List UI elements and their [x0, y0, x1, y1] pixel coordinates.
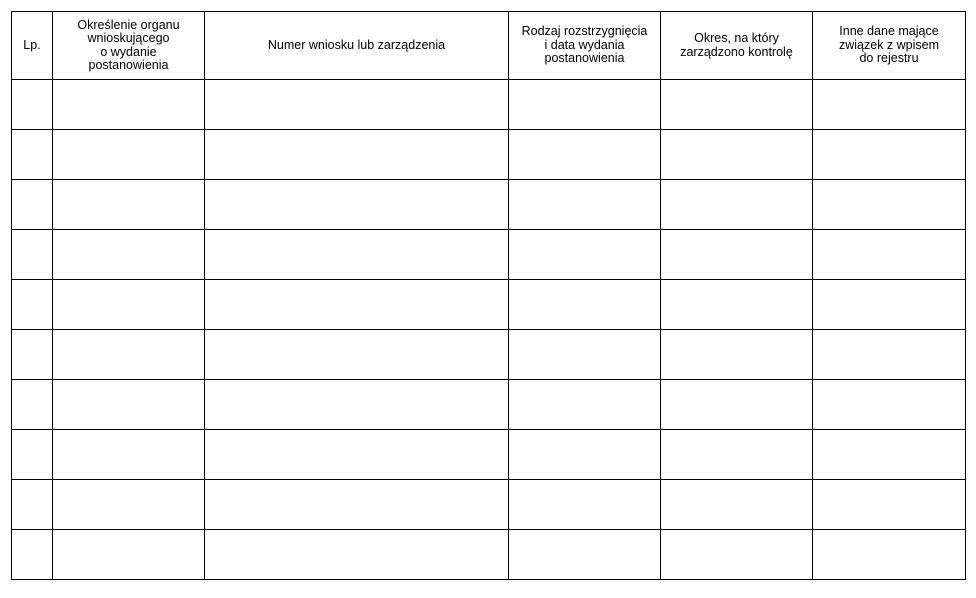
cell-okres-kontroli — [661, 280, 813, 330]
cell-inne-dane — [813, 130, 966, 180]
cell-lp — [12, 330, 53, 380]
cell-lp — [12, 380, 53, 430]
header-okres-kontroli: Okres, na który zarządzono kontrolę — [661, 12, 813, 80]
cell-inne-dane — [813, 530, 966, 580]
cell-rodzaj-rozstrzygniecia — [509, 80, 661, 130]
cell-inne-dane — [813, 230, 966, 280]
cell-organ — [53, 430, 205, 480]
register-table — [11, 11, 966, 580]
cell-rodzaj-rozstrzygniecia — [509, 530, 661, 580]
cell-numer-wniosku — [205, 530, 509, 580]
header-lp: Lp. — [12, 12, 53, 80]
cell-organ — [53, 80, 205, 130]
cell-rodzaj-rozstrzygniecia — [509, 230, 661, 280]
cell-organ — [53, 380, 205, 430]
cell-okres-kontroli — [661, 330, 813, 380]
table-row — [12, 330, 966, 380]
cell-rodzaj-rozstrzygniecia — [509, 430, 661, 480]
header-organ: Określenie organu wnioskującego o wydanie postanowienia — [53, 12, 205, 80]
cell-inne-dane — [813, 280, 966, 330]
cell-okres-kontroli — [661, 130, 813, 180]
cell-numer-wniosku — [205, 430, 509, 480]
cell-lp — [12, 430, 53, 480]
cell-okres-kontroli — [661, 530, 813, 580]
cell-numer-wniosku — [205, 280, 509, 330]
cell-organ — [53, 130, 205, 180]
cell-rodzaj-rozstrzygniecia — [509, 380, 661, 430]
cell-inne-dane — [813, 430, 966, 480]
table-row — [12, 430, 966, 480]
cell-inne-dane — [813, 180, 966, 230]
cell-organ — [53, 180, 205, 230]
table-row — [12, 230, 966, 280]
table-row — [12, 80, 966, 130]
cell-inne-dane — [813, 330, 966, 380]
header-inne-dane: Inne dane mające związek z wpisem do rejestru — [813, 12, 966, 80]
cell-okres-kontroli — [661, 230, 813, 280]
cell-rodzaj-rozstrzygniecia — [509, 130, 661, 180]
table-row — [12, 380, 966, 430]
cell-organ — [53, 330, 205, 380]
cell-organ — [53, 480, 205, 530]
table-row — [12, 280, 966, 330]
register-body — [12, 80, 966, 580]
cell-organ — [53, 280, 205, 330]
cell-okres-kontroli — [661, 480, 813, 530]
cell-numer-wniosku — [205, 130, 509, 180]
cell-lp — [12, 530, 53, 580]
table-row — [12, 480, 966, 530]
cell-okres-kontroli — [661, 430, 813, 480]
table-row — [12, 180, 966, 230]
cell-numer-wniosku — [205, 180, 509, 230]
cell-rodzaj-rozstrzygniecia — [509, 480, 661, 530]
cell-okres-kontroli — [661, 80, 813, 130]
cell-lp — [12, 180, 53, 230]
cell-inne-dane — [813, 480, 966, 530]
cell-organ — [53, 230, 205, 280]
cell-numer-wniosku — [205, 330, 509, 380]
cell-okres-kontroli — [661, 380, 813, 430]
cell-inne-dane — [813, 380, 966, 430]
cell-lp — [12, 80, 53, 130]
cell-lp — [12, 130, 53, 180]
cell-numer-wniosku — [205, 80, 509, 130]
cell-numer-wniosku — [205, 480, 509, 530]
cell-organ — [53, 530, 205, 580]
cell-lp — [12, 480, 53, 530]
cell-okres-kontroli — [661, 180, 813, 230]
cell-lp — [12, 280, 53, 330]
header-row — [12, 12, 966, 80]
header-numer-wniosku: Numer wniosku lub zarządzenia — [205, 12, 509, 80]
cell-inne-dane — [813, 80, 966, 130]
table-row — [12, 530, 966, 580]
cell-lp — [12, 230, 53, 280]
cell-numer-wniosku — [205, 380, 509, 430]
cell-rodzaj-rozstrzygniecia — [509, 280, 661, 330]
table-row — [12, 130, 966, 180]
cell-rodzaj-rozstrzygniecia — [509, 180, 661, 230]
cell-rodzaj-rozstrzygniecia — [509, 330, 661, 380]
cell-numer-wniosku — [205, 230, 509, 280]
header-rodzaj-rozstrzygniecia: Rodzaj rozstrzygnięcia i data wydania postanowienia — [509, 12, 661, 80]
